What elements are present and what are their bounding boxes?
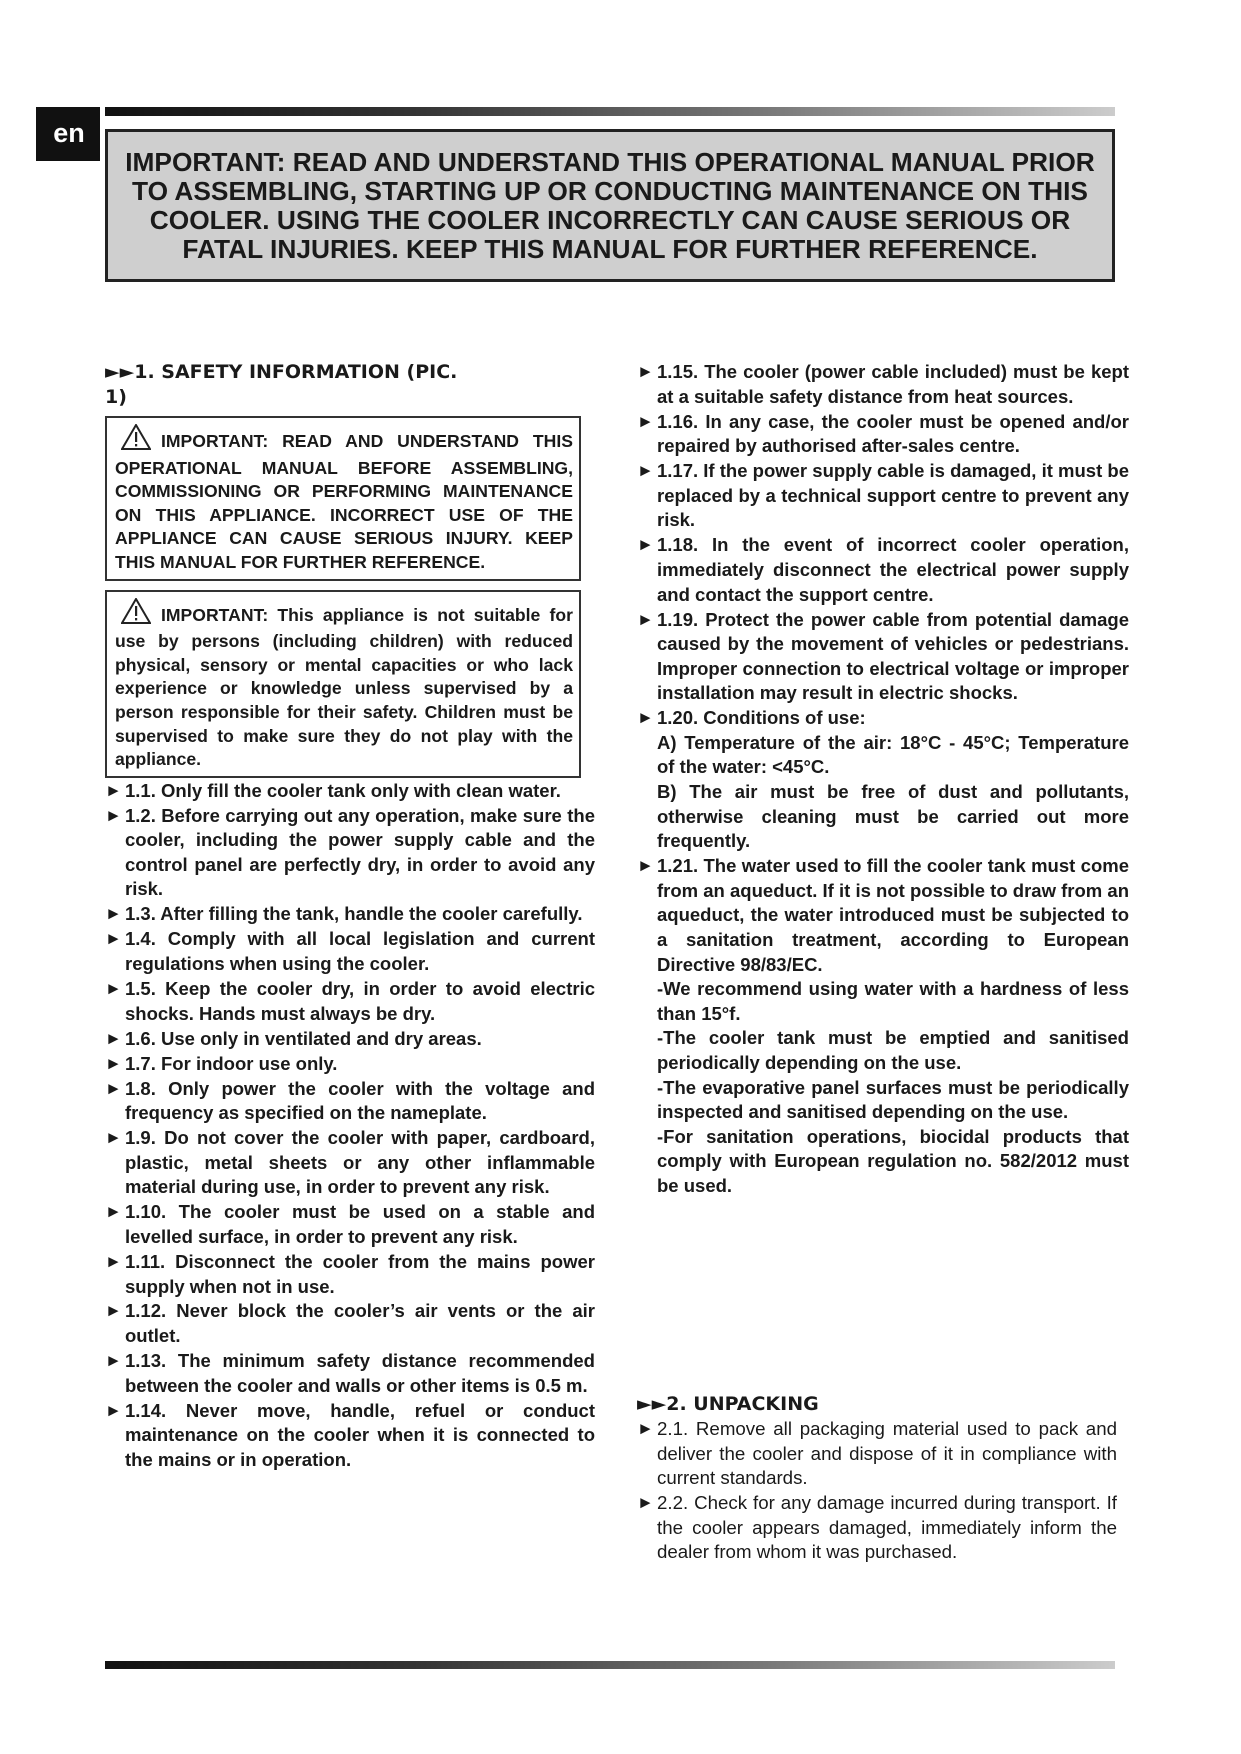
warning-2-text: IMPORTANT: This appliance is not suitable for use by persons (including children) with reduced physical, sensory or mental capacities or who lack experience or knowledge unless supervised by a person responsible for their safety. Children must be supervised to make sure they do not play with the appliance. bbox=[115, 604, 573, 770]
warning-1-text: IMPORTANT: READ AND UNDERSTAND THIS OPERATIONAL MANUAL BEFORE ASSEMBLING, COMMISSIONING OR PERFORMING MAINTENANCE ON THIS APPLIANCE. INCORRECT USE OF THE APPLIANCE CAN CAUSE SERIOUS INJURY. KEEP THIS MANUAL FOR FURTHER REFERENCE. bbox=[115, 431, 573, 572]
list-item: ► 2.1. Remove all packaging material used to pack and deliver the cooler and dispose of it in compliance with current standards. bbox=[637, 1418, 1117, 1489]
list-item-conditions: ► 1.20. Conditions of use: A) Temperature of the air: 18°C - 45°C; Temperature of the water: <45°C. B) The air must be free of dust and pollutants, otherwise cleaning must be carried out more frequently. bbox=[637, 707, 1129, 852]
list-item: ► 1.3. After filling the tank, handle the cooler carefully. bbox=[105, 903, 583, 925]
left-column bbox=[105, 360, 595, 1473]
warning-box-manual bbox=[105, 416, 581, 581]
right-column bbox=[637, 360, 1129, 1199]
banner-text: IMPORTANT: READ AND UNDERSTAND THIS OPERATIONAL MANUAL PRIOR TO ASSEMBLING, STARTING UP OR CONDUCTING MAINTENANCE ON THIS COOLER. USING THE COOLER INCORRECTLY CAN CAUSE SERIOUS OR FATAL INJURIES. KEEP THIS MANUAL FOR FURTHER REFERENCE. bbox=[125, 146, 1095, 264]
list-item: ► 1.16. In any case, the cooler must be opened and/or repaired by authorised after-sales centre. bbox=[637, 410, 1129, 457]
list-item: ► 1.4. Comply with all local legislation and current regulations when using the cooler. bbox=[105, 928, 595, 975]
list-item: ► 1.7. For indoor use only. bbox=[105, 1052, 338, 1074]
list-item: ► 1.8. Only power the cooler with the voltage and frequency as specified on the nameplate. bbox=[105, 1077, 595, 1124]
section-1-heading: ►►1. SAFETY INFORMATION (PIC. 1) bbox=[105, 361, 458, 408]
warning-triangle-icon bbox=[121, 598, 151, 631]
section-2 bbox=[637, 1392, 1117, 1565]
list-item: ► 1.19. Protect the power cable from potential damage caused by the movement of vehicles or pedestrians. Improper connection to electrical voltage or improper installation may result in electric shocks. bbox=[637, 608, 1129, 704]
warning-box-persons bbox=[105, 590, 581, 778]
safety-list-left bbox=[105, 779, 595, 1473]
list-item: ► 1.15. The cooler (power cable included) must be kept at a suitable safety distance from heat sources. bbox=[637, 361, 1129, 407]
list-item: ► 1.9. Do not cover the cooler with paper, cardboard, plastic, metal sheets or any other inflammable material during use, in order to prevent any risk. bbox=[105, 1127, 595, 1198]
bottom-divider bbox=[105, 1661, 1115, 1669]
list-item-water: ► 1.21. The water used to fill the cooler tank must come from an aqueduct. If it is not possible to draw from an aqueduct, the water introduced must be subjected to a sanitation treatment, according to European Directive 98/83/EC. -We recommend using water with a hardness of less than 15°f. -The cooler tank must be emptied and sanitised periodically depending on the use. -The evaporative panel surfaces must be periodically inspected and sanitised depending on the use. -For sanitation operations, biocidal products that comply with European regulation no. 582/2012 must be used. bbox=[637, 855, 1129, 1196]
list-item: ► 1.18. In the event of incorrect cooler operation, immediately disconnect the electrical power supply and contact the support centre. bbox=[637, 534, 1129, 605]
list-item: ► 1.6. Use only in ventilated and dry areas. bbox=[105, 1027, 482, 1049]
warning-triangle-icon bbox=[121, 424, 151, 457]
list-item: ► 2.2. Check for any damage incurred during transport. If the cooler appears damaged, immediately inform the dealer from whom it was purchased. bbox=[637, 1492, 1117, 1563]
important-banner bbox=[105, 129, 1115, 282]
list-item: ► 1.2. Before carrying out any operation, make sure the cooler, including the power supply cable and the control panel are perfectly dry, in order to avoid any risk. bbox=[105, 804, 595, 900]
language-tab: en bbox=[36, 107, 100, 161]
list-item: ► 1.11. Disconnect the cooler from the mains power supply when not in use. bbox=[105, 1250, 595, 1297]
list-item: ► 1.14. Never move, handle, refuel or conduct maintenance on the cooler when it is connected to the mains or in operation. bbox=[105, 1399, 595, 1470]
safety-list-right bbox=[637, 360, 1129, 1199]
top-divider bbox=[105, 107, 1115, 116]
list-item: ► 1.17. If the power supply cable is damaged, it must be replaced by a technical support centre to prevent any risk. bbox=[637, 460, 1129, 531]
list-item: ► 1.13. The minimum safety distance recommended between the cooler and walls or other items is 0.5 m. bbox=[105, 1350, 595, 1396]
section-2-heading: ►►2. UNPACKING bbox=[637, 1393, 819, 1415]
unpacking-list bbox=[637, 1417, 1117, 1565]
list-item: ► 1.1. Only fill the cooler tank only with clean water. bbox=[105, 779, 561, 801]
list-item: ► 1.12. Never block the cooler’s air vents or the air outlet. bbox=[105, 1300, 595, 1347]
list-item: ► 1.10. The cooler must be used on a stable and levelled surface, in order to prevent any risk. bbox=[105, 1201, 595, 1247]
list-item: ► 1.5. Keep the cooler dry, in order to avoid electric shocks. Hands must always be dry. bbox=[105, 978, 595, 1024]
